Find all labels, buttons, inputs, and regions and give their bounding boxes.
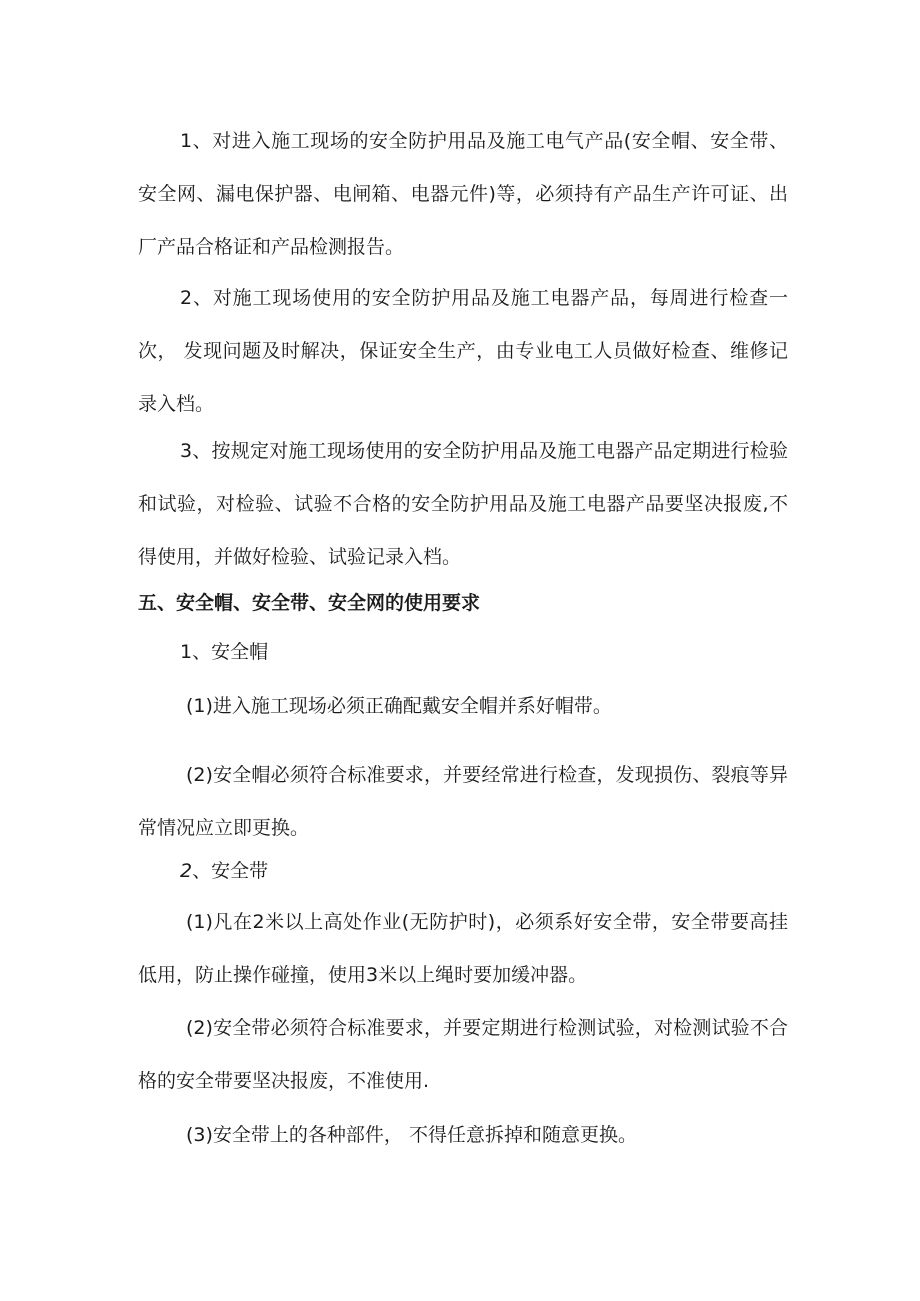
belt-item-2: (2)安全带必须符合标准要求，并要定期进行检测试验，对检测试验不合格的安全带要坚决报废，不准使用. xyxy=(138,1017,788,1092)
belt-title-text: 、安全带 xyxy=(192,860,269,882)
belt-item-1: (1)凡在2米以上高处作业(无防护时)，必须系好安全带，安全带要高挂低用，防止操作碰撞，使用3米以上绳时要加缓冲器。 xyxy=(138,911,788,986)
paragraph-3: 3、按规定对施工现场使用的安全防护用品及施工电器产品定期进行检验和试验，对检验、试验不合格的安全防护用品及施工电器产品要坚决报废,不得使用，并做好检验、试验记录入档。 xyxy=(138,440,788,568)
paragraph-2: 2、对施工现场使用的安全防护用品及施工电器产品，每周进行检查一次， 发现问题及时解决，保证安全生产，由专业电工人员做好检查、维修记录入档。 xyxy=(138,287,788,415)
helmet-item-2: (2)安全帽必须符合标准要求，并要经常进行检查，发现损伤、裂痕等异常情况应立即更换。 xyxy=(138,764,788,839)
helmet-title: 1、安全帽 xyxy=(180,641,269,663)
paragraph-1: 1、对进入施工现场的安全防护用品及施工电气产品(安全帽、安全带、安全网、漏电保护器、电闸箱、电器元件)等，必须持有产品生产许可证、出厂产品合格证和产品检测报告。 xyxy=(138,130,788,258)
section-heading: 五、安全帽、安全带、安全网的使用要求 xyxy=(138,592,481,614)
belt-title xyxy=(180,845,268,898)
belt-item-3: (3)安全带上的各种部件， 不得任意拆掉和随意更换。 xyxy=(186,1124,637,1146)
belt-title-number: 2 xyxy=(180,860,193,882)
helmet-item-1: (1)进入施工现场必须正确配戴安全帽并系好帽带。 xyxy=(186,695,612,717)
